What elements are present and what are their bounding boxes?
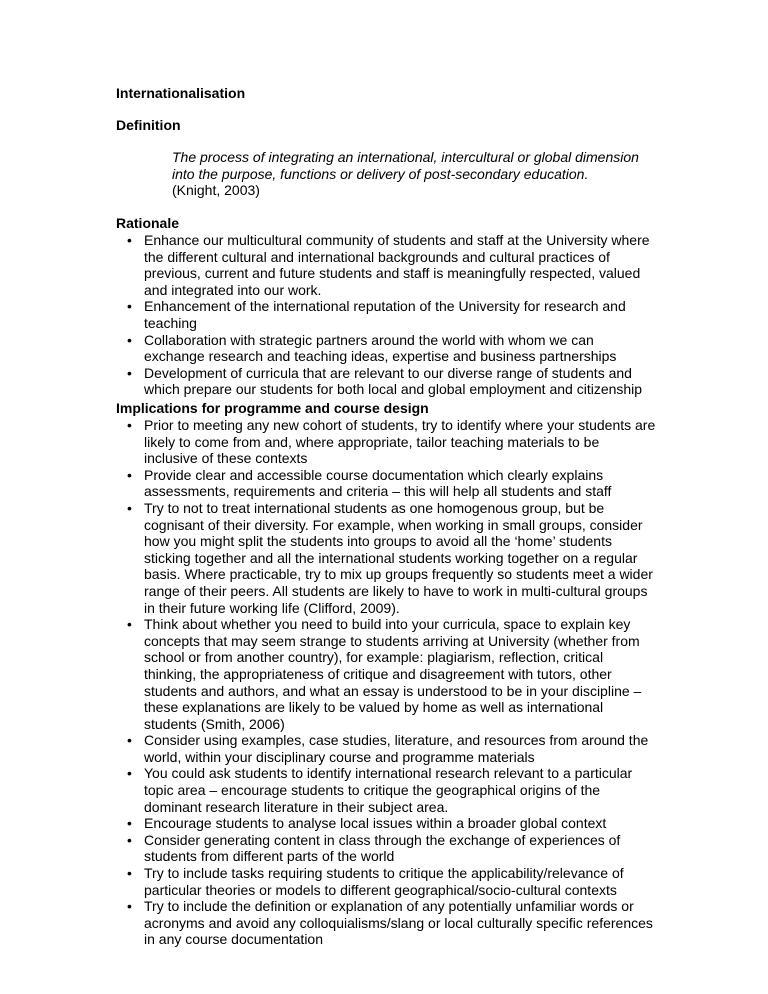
list-item: • Think about whether you need to build into your curricula, space to explain key concepts that may seem strange to students arriving at University (whether from school or from another country), for example: plagiarism, reflection, critical thinking, the appropriateness of critique and disagreement with tutors, other students and authors, and what an essay is understood to be in your discipline – these explanations are likely to be valued by home as well as international students (Smith, 2006) — [116, 616, 656, 732]
rationale-heading: Rationale — [116, 215, 180, 231]
definition-heading: Definition — [116, 117, 181, 133]
list-item: • You could ask students to identify international research relevant to a particular topic area – encourage students to critique the geographical origins of the dominant research literature in their subject area. — [116, 765, 656, 815]
definition-quote: The process of integrating an international, intercultural or global dimension into the purpose, functions or delivery of post-secondary education. — [172, 149, 639, 182]
list-item: • Try to not to treat international students as one homogenous group, but be cognisant of their diversity. For example, when working in small groups, consider how you might split the students into groups to avoid all the ‘home’ students sticking together and all the international students working together on a regular basis. Where practicable, try to mix up groups frequently so students meet a wider range of their peers. All students are likely to have to work in multi-cultural groups in their future working life (Clifford, 2009). — [116, 500, 656, 616]
implications-heading: Implications for programme and course design — [116, 400, 429, 416]
definition-citation: (Knight, 2003) — [172, 182, 260, 199]
list-item: • Try to include tasks requiring students to critique the applicability/relevance of particular theories or models to different geographical/socio-cultural contexts — [116, 865, 656, 898]
list-item: • Enhance our multicultural community of students and staff at the University where the different cultural and international backgrounds and cultural practices of previous, current and future students and staff is meaningfully respected, valued and integrated into our work. — [116, 232, 656, 298]
rationale-list — [116, 232, 656, 398]
list-item: • Prior to meeting any new cohort of students, try to identify where your students are likely to come from and, where appropriate, tailor teaching materials to be inclusive of these contexts — [116, 417, 656, 467]
list-item: • Consider using examples, case studies, literature, and resources from around the world, within your disciplinary course and programme materials — [116, 732, 656, 765]
list-item: • Enhancement of the international reputation of the University for research and teaching — [116, 298, 656, 331]
list-item: • Consider generating content in class through the exchange of experiences of students from different parts of the world — [116, 832, 656, 865]
list-item: • Provide clear and accessible course documentation which clearly explains assessments, requirements and criteria – this will help all students and staff — [116, 467, 656, 500]
document-title: Internationalisation — [116, 85, 246, 101]
list-item: • Encourage students to analyse local issues within a broader global context — [116, 815, 656, 832]
list-item: • Development of curricula that are relevant to our diverse range of students and which prepare our students for both local and global employment and citizenship — [116, 365, 656, 398]
definition-block — [172, 149, 652, 199]
list-item: • Collaboration with strategic partners around the world with whom we can exchange research and teaching ideas, expertise and business partnerships — [116, 332, 656, 365]
implications-list — [116, 417, 656, 948]
list-item: • Try to include the definition or explanation of any potentially unfamiliar words or acronyms and avoid any colloquialisms/slang or local culturally specific references in any course documentation — [116, 898, 656, 948]
